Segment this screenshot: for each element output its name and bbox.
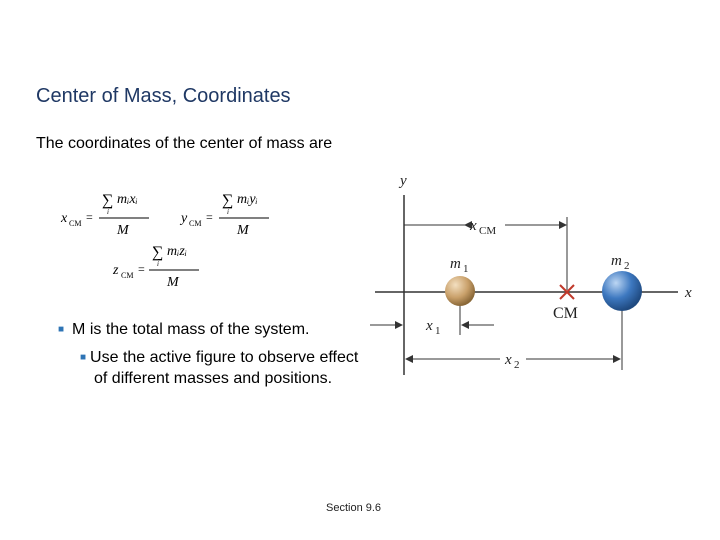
eq-z-numerator: mᵢzᵢ [167, 244, 187, 259]
y-axis-label: y [400, 173, 407, 189]
xcm-label: x [470, 218, 477, 234]
m1-label: m [450, 256, 461, 272]
x2-label: x [505, 352, 512, 368]
square-bullet-icon: ■ [58, 324, 65, 335]
m2-sub: 2 [624, 260, 630, 272]
square-bullet-icon: ■ [80, 352, 87, 363]
eq-x-equals: = [86, 210, 93, 224]
bullet-active-figure [80, 347, 369, 389]
eq-z-denominator: M [167, 275, 179, 290]
section-footer: Section 9.6 [326, 502, 382, 514]
equation-xcm [60, 192, 149, 238]
eq-y-numerator: mᵢyᵢ [237, 192, 258, 207]
mass-2-ball [602, 271, 642, 311]
eq-z-sub: CM [121, 271, 134, 280]
x2-sub: 2 [514, 359, 520, 371]
eq-x-sum: ∑ [102, 192, 114, 209]
eq-z-lhs: z [113, 263, 119, 278]
eq-x-lhs: x [61, 211, 68, 226]
bullet-text: M is the total mass of the system. [72, 321, 310, 338]
equation-zcm [112, 244, 199, 290]
eq-y-equals: = [206, 210, 213, 224]
eq-x-index: i [107, 208, 109, 216]
eq-y-index: i [227, 208, 229, 216]
intro-text: The coordinates of the center of mass are [36, 135, 333, 152]
center-of-mass-equations [55, 180, 285, 295]
eq-y-lhs: y [181, 211, 188, 226]
x1-sub: 1 [435, 325, 441, 337]
m1-sub: 1 [463, 263, 469, 275]
eq-y-sum: ∑ [222, 192, 234, 209]
eq-z-index: i [157, 260, 159, 268]
m2-label: m [611, 253, 622, 269]
eq-z-equals: = [138, 262, 145, 276]
x1-label: x [426, 318, 433, 334]
eq-y-sub: CM [189, 219, 202, 228]
eq-z-sum: ∑ [152, 244, 164, 261]
eq-x-sub: CM [69, 219, 82, 228]
xcm-sub: CM [479, 225, 497, 237]
eq-x-denominator: M [117, 223, 129, 238]
slide-title: Center of Mass, Coordinates [36, 85, 291, 107]
center-of-mass-figure [360, 165, 705, 380]
bullet-total-mass [58, 319, 358, 340]
x-axis-label: x [685, 285, 692, 301]
equation-ycm [179, 192, 269, 238]
eq-x-numerator: mᵢxᵢ [117, 192, 138, 207]
eq-y-denominator: M [237, 223, 249, 238]
bullet-text: Use the active figure to observe effect of different masses and positions. [90, 349, 359, 387]
mass-1-ball [445, 276, 475, 306]
cm-label: CM [553, 305, 578, 322]
